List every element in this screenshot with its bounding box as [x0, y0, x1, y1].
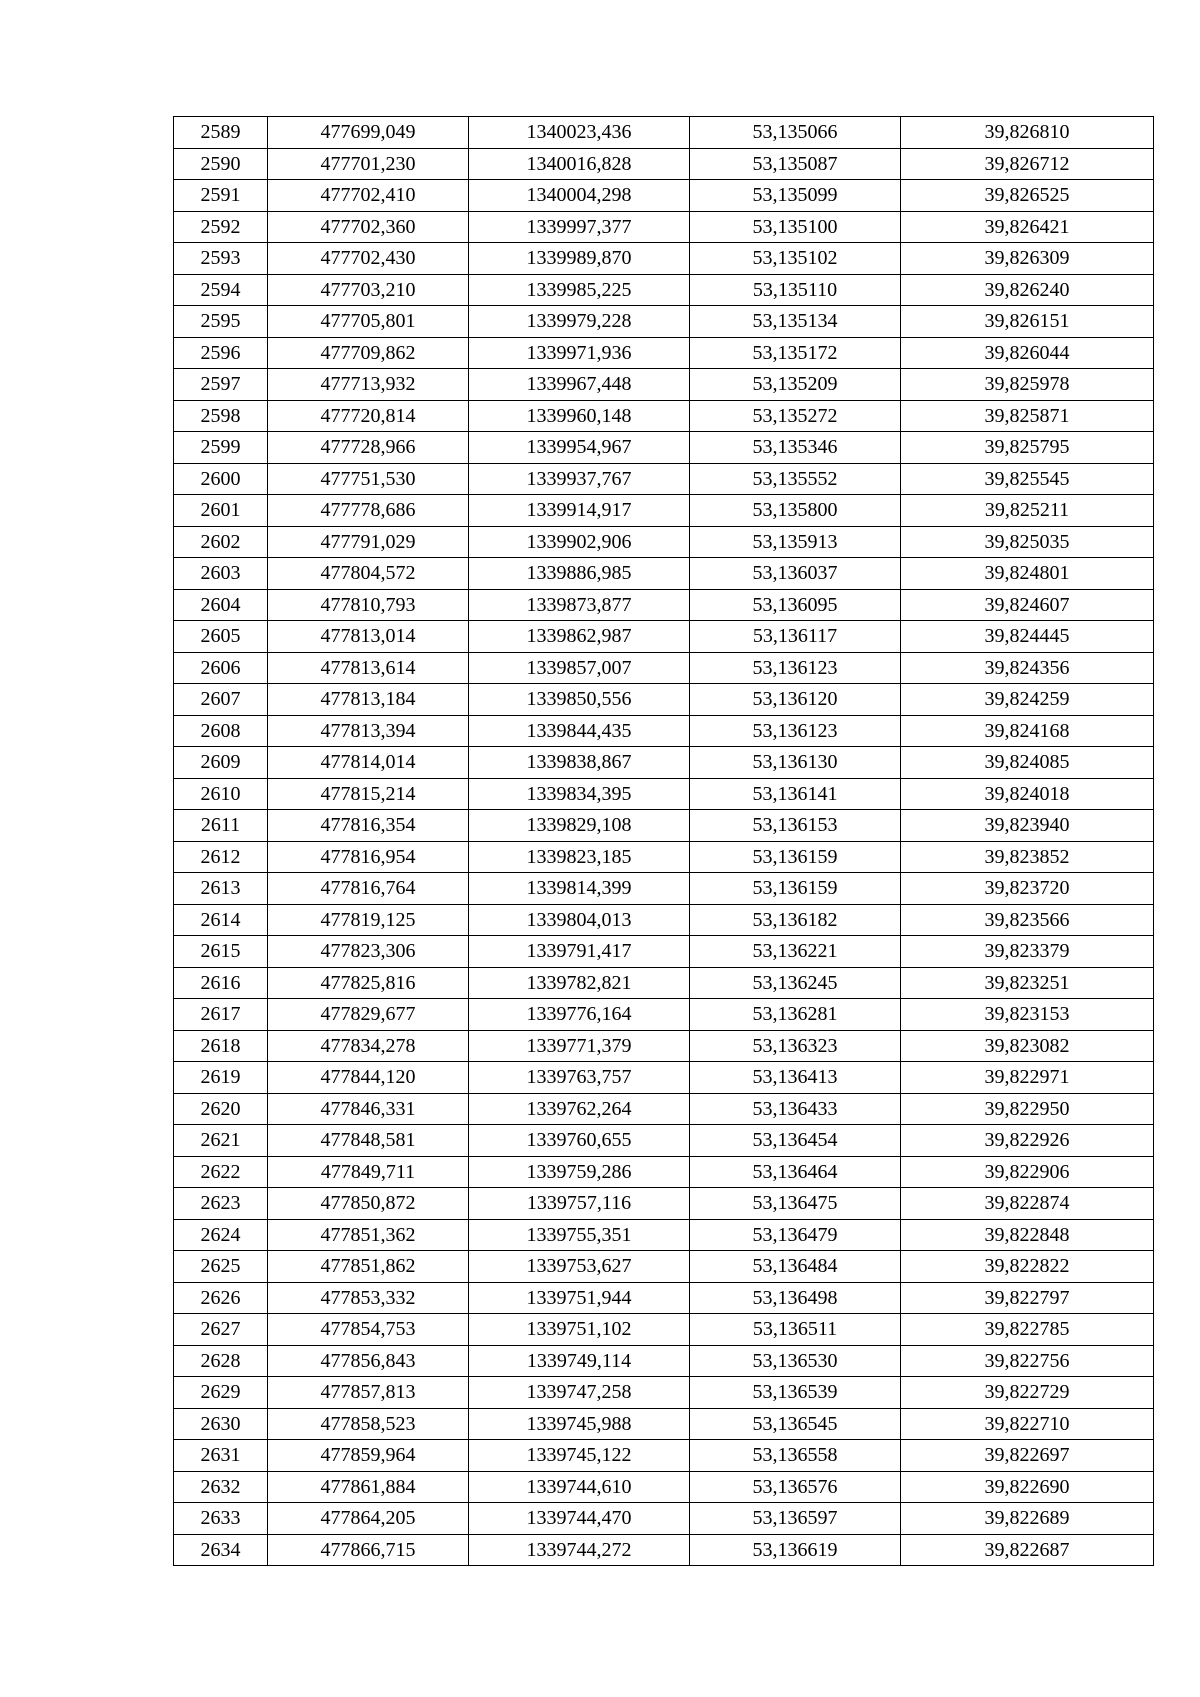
y-coordinate-cell: 1340023,436 — [469, 117, 690, 149]
latitude-cell: 53,135134 — [690, 306, 901, 338]
longitude-cell: 39,826712 — [901, 148, 1154, 180]
longitude-cell: 39,826810 — [901, 117, 1154, 149]
x-coordinate-cell: 477813,614 — [268, 652, 469, 684]
y-coordinate-cell: 1339989,870 — [469, 243, 690, 275]
latitude-cell: 53,135209 — [690, 369, 901, 401]
latitude-cell: 53,136464 — [690, 1156, 901, 1188]
y-coordinate-cell: 1339745,988 — [469, 1408, 690, 1440]
longitude-cell: 39,822697 — [901, 1440, 1154, 1472]
y-coordinate-cell: 1339960,148 — [469, 400, 690, 432]
point-number-cell: 2624 — [174, 1219, 268, 1251]
point-number-cell: 2609 — [174, 747, 268, 779]
table-row — [174, 526, 1154, 558]
x-coordinate-cell: 477709,862 — [268, 337, 469, 369]
longitude-cell: 39,822687 — [901, 1534, 1154, 1566]
y-coordinate-cell: 1339791,417 — [469, 936, 690, 968]
y-coordinate-cell: 1339954,967 — [469, 432, 690, 464]
longitude-cell: 39,823940 — [901, 810, 1154, 842]
table-row — [174, 1345, 1154, 1377]
x-coordinate-cell: 477703,210 — [268, 274, 469, 306]
coordinates-table-body — [174, 117, 1154, 1566]
longitude-cell: 39,822874 — [901, 1188, 1154, 1220]
longitude-cell: 39,824445 — [901, 621, 1154, 653]
longitude-cell: 39,825795 — [901, 432, 1154, 464]
x-coordinate-cell: 477791,029 — [268, 526, 469, 558]
latitude-cell: 53,136597 — [690, 1503, 901, 1535]
longitude-cell: 39,823566 — [901, 904, 1154, 936]
point-number-cell: 2592 — [174, 211, 268, 243]
y-coordinate-cell: 1339857,007 — [469, 652, 690, 684]
table-row — [174, 337, 1154, 369]
point-number-cell: 2621 — [174, 1125, 268, 1157]
table-row — [174, 1188, 1154, 1220]
y-coordinate-cell: 1339823,185 — [469, 841, 690, 873]
table-row — [174, 810, 1154, 842]
latitude-cell: 53,135066 — [690, 117, 901, 149]
table-row — [174, 558, 1154, 590]
table-row — [174, 1251, 1154, 1283]
point-number-cell: 2602 — [174, 526, 268, 558]
longitude-cell: 39,826421 — [901, 211, 1154, 243]
point-number-cell: 2615 — [174, 936, 268, 968]
table-row — [174, 652, 1154, 684]
longitude-cell: 39,824168 — [901, 715, 1154, 747]
longitude-cell: 39,825545 — [901, 463, 1154, 495]
x-coordinate-cell: 477778,686 — [268, 495, 469, 527]
x-coordinate-cell: 477819,125 — [268, 904, 469, 936]
latitude-cell: 53,135913 — [690, 526, 901, 558]
table-row — [174, 463, 1154, 495]
y-coordinate-cell: 1339985,225 — [469, 274, 690, 306]
y-coordinate-cell: 1339844,435 — [469, 715, 690, 747]
latitude-cell: 53,136433 — [690, 1093, 901, 1125]
longitude-cell: 39,823852 — [901, 841, 1154, 873]
x-coordinate-cell: 477720,814 — [268, 400, 469, 432]
longitude-cell: 39,823082 — [901, 1030, 1154, 1062]
longitude-cell: 39,824607 — [901, 589, 1154, 621]
point-number-cell: 2617 — [174, 999, 268, 1031]
table-row — [174, 778, 1154, 810]
table-row — [174, 400, 1154, 432]
point-number-cell: 2627 — [174, 1314, 268, 1346]
y-coordinate-cell: 1339838,867 — [469, 747, 690, 779]
y-coordinate-cell: 1339997,377 — [469, 211, 690, 243]
y-coordinate-cell: 1339979,228 — [469, 306, 690, 338]
longitude-cell: 39,824085 — [901, 747, 1154, 779]
latitude-cell: 53,136141 — [690, 778, 901, 810]
point-number-cell: 2604 — [174, 589, 268, 621]
y-coordinate-cell: 1339749,114 — [469, 1345, 690, 1377]
point-number-cell: 2628 — [174, 1345, 268, 1377]
table-row — [174, 684, 1154, 716]
latitude-cell: 53,135087 — [690, 148, 901, 180]
latitude-cell: 53,136182 — [690, 904, 901, 936]
x-coordinate-cell: 477850,872 — [268, 1188, 469, 1220]
table-row — [174, 967, 1154, 999]
x-coordinate-cell: 477814,014 — [268, 747, 469, 779]
y-coordinate-cell: 1339804,013 — [469, 904, 690, 936]
x-coordinate-cell: 477844,120 — [268, 1062, 469, 1094]
longitude-cell: 39,822690 — [901, 1471, 1154, 1503]
point-number-cell: 2622 — [174, 1156, 268, 1188]
latitude-cell: 53,136037 — [690, 558, 901, 590]
point-number-cell: 2603 — [174, 558, 268, 590]
y-coordinate-cell: 1339902,906 — [469, 526, 690, 558]
point-number-cell: 2633 — [174, 1503, 268, 1535]
longitude-cell: 39,825871 — [901, 400, 1154, 432]
longitude-cell: 39,822729 — [901, 1377, 1154, 1409]
longitude-cell: 39,826525 — [901, 180, 1154, 212]
x-coordinate-cell: 477702,360 — [268, 211, 469, 243]
latitude-cell: 53,136454 — [690, 1125, 901, 1157]
table-row — [174, 747, 1154, 779]
table-row — [174, 841, 1154, 873]
longitude-cell: 39,822689 — [901, 1503, 1154, 1535]
x-coordinate-cell: 477848,581 — [268, 1125, 469, 1157]
y-coordinate-cell: 1339747,258 — [469, 1377, 690, 1409]
point-number-cell: 2625 — [174, 1251, 268, 1283]
x-coordinate-cell: 477866,715 — [268, 1534, 469, 1566]
x-coordinate-cell: 477864,205 — [268, 1503, 469, 1535]
table-row — [174, 1471, 1154, 1503]
table-row — [174, 1314, 1154, 1346]
x-coordinate-cell: 477751,530 — [268, 463, 469, 495]
latitude-cell: 53,136159 — [690, 841, 901, 873]
latitude-cell: 53,136484 — [690, 1251, 901, 1283]
point-number-cell: 2593 — [174, 243, 268, 275]
x-coordinate-cell: 477829,677 — [268, 999, 469, 1031]
y-coordinate-cell: 1339762,264 — [469, 1093, 690, 1125]
point-number-cell: 2595 — [174, 306, 268, 338]
table-row — [174, 621, 1154, 653]
latitude-cell: 53,136281 — [690, 999, 901, 1031]
point-number-cell: 2616 — [174, 967, 268, 999]
x-coordinate-cell: 477702,430 — [268, 243, 469, 275]
table-row — [174, 148, 1154, 180]
y-coordinate-cell: 1339763,757 — [469, 1062, 690, 1094]
longitude-cell: 39,822822 — [901, 1251, 1154, 1283]
y-coordinate-cell: 1339759,286 — [469, 1156, 690, 1188]
longitude-cell: 39,823720 — [901, 873, 1154, 905]
y-coordinate-cell: 1340004,298 — [469, 180, 690, 212]
x-coordinate-cell: 477701,230 — [268, 148, 469, 180]
longitude-cell: 39,825978 — [901, 369, 1154, 401]
point-number-cell: 2605 — [174, 621, 268, 653]
point-number-cell: 2606 — [174, 652, 268, 684]
x-coordinate-cell: 477851,862 — [268, 1251, 469, 1283]
x-coordinate-cell: 477816,764 — [268, 873, 469, 905]
point-number-cell: 2613 — [174, 873, 268, 905]
latitude-cell: 53,135272 — [690, 400, 901, 432]
point-number-cell: 2607 — [174, 684, 268, 716]
longitude-cell: 39,826044 — [901, 337, 1154, 369]
point-number-cell: 2631 — [174, 1440, 268, 1472]
latitude-cell: 53,136619 — [690, 1534, 901, 1566]
longitude-cell: 39,822950 — [901, 1093, 1154, 1125]
point-number-cell: 2594 — [174, 274, 268, 306]
table-row — [174, 873, 1154, 905]
latitude-cell: 53,135172 — [690, 337, 901, 369]
table-row — [174, 936, 1154, 968]
table-row — [174, 1534, 1154, 1566]
x-coordinate-cell: 477705,801 — [268, 306, 469, 338]
longitude-cell: 39,822926 — [901, 1125, 1154, 1157]
y-coordinate-cell: 1339937,767 — [469, 463, 690, 495]
y-coordinate-cell: 1339751,944 — [469, 1282, 690, 1314]
latitude-cell: 53,136479 — [690, 1219, 901, 1251]
x-coordinate-cell: 477713,932 — [268, 369, 469, 401]
x-coordinate-cell: 477858,523 — [268, 1408, 469, 1440]
table-row — [174, 306, 1154, 338]
y-coordinate-cell: 1339834,395 — [469, 778, 690, 810]
longitude-cell: 39,822785 — [901, 1314, 1154, 1346]
y-coordinate-cell: 1339753,627 — [469, 1251, 690, 1283]
y-coordinate-cell: 1339760,655 — [469, 1125, 690, 1157]
y-coordinate-cell: 1339771,379 — [469, 1030, 690, 1062]
y-coordinate-cell: 1339757,116 — [469, 1188, 690, 1220]
point-number-cell: 2591 — [174, 180, 268, 212]
latitude-cell: 53,136539 — [690, 1377, 901, 1409]
latitude-cell: 53,136123 — [690, 652, 901, 684]
point-number-cell: 2634 — [174, 1534, 268, 1566]
x-coordinate-cell: 477859,964 — [268, 1440, 469, 1472]
latitude-cell: 53,135800 — [690, 495, 901, 527]
y-coordinate-cell: 1340016,828 — [469, 148, 690, 180]
latitude-cell: 53,135110 — [690, 274, 901, 306]
table-row — [174, 274, 1154, 306]
y-coordinate-cell: 1339967,448 — [469, 369, 690, 401]
longitude-cell: 39,824356 — [901, 652, 1154, 684]
x-coordinate-cell: 477810,793 — [268, 589, 469, 621]
longitude-cell: 39,824801 — [901, 558, 1154, 590]
point-number-cell: 2632 — [174, 1471, 268, 1503]
x-coordinate-cell: 477815,214 — [268, 778, 469, 810]
y-coordinate-cell: 1339814,399 — [469, 873, 690, 905]
point-number-cell: 2620 — [174, 1093, 268, 1125]
table-row — [174, 180, 1154, 212]
latitude-cell: 53,136413 — [690, 1062, 901, 1094]
latitude-cell: 53,136530 — [690, 1345, 901, 1377]
latitude-cell: 53,136475 — [690, 1188, 901, 1220]
table-row — [174, 1282, 1154, 1314]
latitude-cell: 53,136221 — [690, 936, 901, 968]
x-coordinate-cell: 477804,572 — [268, 558, 469, 590]
latitude-cell: 53,136245 — [690, 967, 901, 999]
x-coordinate-cell: 477851,362 — [268, 1219, 469, 1251]
latitude-cell: 53,136130 — [690, 747, 901, 779]
table-row — [174, 495, 1154, 527]
table-row — [174, 1219, 1154, 1251]
latitude-cell: 53,136511 — [690, 1314, 901, 1346]
longitude-cell: 39,822971 — [901, 1062, 1154, 1094]
table-row — [174, 1062, 1154, 1094]
longitude-cell: 39,822797 — [901, 1282, 1154, 1314]
point-number-cell: 2596 — [174, 337, 268, 369]
y-coordinate-cell: 1339776,164 — [469, 999, 690, 1031]
longitude-cell: 39,825035 — [901, 526, 1154, 558]
table-row — [174, 117, 1154, 149]
y-coordinate-cell: 1339755,351 — [469, 1219, 690, 1251]
x-coordinate-cell: 477699,049 — [268, 117, 469, 149]
y-coordinate-cell: 1339751,102 — [469, 1314, 690, 1346]
y-coordinate-cell: 1339782,821 — [469, 967, 690, 999]
latitude-cell: 53,135552 — [690, 463, 901, 495]
longitude-cell: 39,824018 — [901, 778, 1154, 810]
longitude-cell: 39,823379 — [901, 936, 1154, 968]
x-coordinate-cell: 477813,184 — [268, 684, 469, 716]
point-number-cell: 2630 — [174, 1408, 268, 1440]
latitude-cell: 53,136159 — [690, 873, 901, 905]
latitude-cell: 53,136153 — [690, 810, 901, 842]
table-row — [174, 589, 1154, 621]
longitude-cell: 39,825211 — [901, 495, 1154, 527]
latitude-cell: 53,136117 — [690, 621, 901, 653]
table-row — [174, 243, 1154, 275]
latitude-cell: 53,136545 — [690, 1408, 901, 1440]
longitude-cell: 39,822848 — [901, 1219, 1154, 1251]
longitude-cell: 39,826240 — [901, 274, 1154, 306]
point-number-cell: 2618 — [174, 1030, 268, 1062]
x-coordinate-cell: 477823,306 — [268, 936, 469, 968]
y-coordinate-cell: 1339744,610 — [469, 1471, 690, 1503]
point-number-cell: 2601 — [174, 495, 268, 527]
latitude-cell: 53,135099 — [690, 180, 901, 212]
longitude-cell: 39,822756 — [901, 1345, 1154, 1377]
y-coordinate-cell: 1339744,470 — [469, 1503, 690, 1535]
y-coordinate-cell: 1339862,987 — [469, 621, 690, 653]
latitude-cell: 53,136558 — [690, 1440, 901, 1472]
latitude-cell: 53,136576 — [690, 1471, 901, 1503]
x-coordinate-cell: 477813,014 — [268, 621, 469, 653]
x-coordinate-cell: 477846,331 — [268, 1093, 469, 1125]
longitude-cell: 39,826309 — [901, 243, 1154, 275]
x-coordinate-cell: 477861,884 — [268, 1471, 469, 1503]
latitude-cell: 53,135102 — [690, 243, 901, 275]
x-coordinate-cell: 477816,954 — [268, 841, 469, 873]
latitude-cell: 53,136323 — [690, 1030, 901, 1062]
point-number-cell: 2590 — [174, 148, 268, 180]
longitude-cell: 39,824259 — [901, 684, 1154, 716]
point-number-cell: 2589 — [174, 117, 268, 149]
table-row — [174, 211, 1154, 243]
point-number-cell: 2611 — [174, 810, 268, 842]
y-coordinate-cell: 1339971,936 — [469, 337, 690, 369]
longitude-cell: 39,823251 — [901, 967, 1154, 999]
x-coordinate-cell: 477857,813 — [268, 1377, 469, 1409]
point-number-cell: 2598 — [174, 400, 268, 432]
point-number-cell: 2599 — [174, 432, 268, 464]
x-coordinate-cell: 477856,843 — [268, 1345, 469, 1377]
point-number-cell: 2608 — [174, 715, 268, 747]
x-coordinate-cell: 477825,816 — [268, 967, 469, 999]
latitude-cell: 53,136123 — [690, 715, 901, 747]
latitude-cell: 53,136120 — [690, 684, 901, 716]
y-coordinate-cell: 1339873,877 — [469, 589, 690, 621]
y-coordinate-cell: 1339850,556 — [469, 684, 690, 716]
table-row — [174, 1156, 1154, 1188]
table-row — [174, 369, 1154, 401]
point-number-cell: 2619 — [174, 1062, 268, 1094]
point-number-cell: 2623 — [174, 1188, 268, 1220]
x-coordinate-cell: 477728,966 — [268, 432, 469, 464]
latitude-cell: 53,135346 — [690, 432, 901, 464]
table-row — [174, 904, 1154, 936]
latitude-cell: 53,135100 — [690, 211, 901, 243]
x-coordinate-cell: 477834,278 — [268, 1030, 469, 1062]
table-row — [174, 1093, 1154, 1125]
x-coordinate-cell: 477816,354 — [268, 810, 469, 842]
point-number-cell: 2629 — [174, 1377, 268, 1409]
point-number-cell: 2597 — [174, 369, 268, 401]
table-row — [174, 1377, 1154, 1409]
x-coordinate-cell: 477849,711 — [268, 1156, 469, 1188]
y-coordinate-cell: 1339744,272 — [469, 1534, 690, 1566]
y-coordinate-cell: 1339745,122 — [469, 1440, 690, 1472]
longitude-cell: 39,823153 — [901, 999, 1154, 1031]
table-row — [174, 432, 1154, 464]
longitude-cell: 39,826151 — [901, 306, 1154, 338]
point-number-cell: 2600 — [174, 463, 268, 495]
point-number-cell: 2614 — [174, 904, 268, 936]
point-number-cell: 2610 — [174, 778, 268, 810]
y-coordinate-cell: 1339829,108 — [469, 810, 690, 842]
latitude-cell: 53,136095 — [690, 589, 901, 621]
x-coordinate-cell: 477813,394 — [268, 715, 469, 747]
table-row — [174, 1125, 1154, 1157]
x-coordinate-cell: 477702,410 — [268, 180, 469, 212]
latitude-cell: 53,136498 — [690, 1282, 901, 1314]
point-number-cell: 2612 — [174, 841, 268, 873]
point-number-cell: 2626 — [174, 1282, 268, 1314]
table-row — [174, 999, 1154, 1031]
y-coordinate-cell: 1339914,917 — [469, 495, 690, 527]
table-row — [174, 1440, 1154, 1472]
table-row — [174, 1408, 1154, 1440]
y-coordinate-cell: 1339886,985 — [469, 558, 690, 590]
table-row — [174, 715, 1154, 747]
table-row — [174, 1503, 1154, 1535]
longitude-cell: 39,822710 — [901, 1408, 1154, 1440]
table-row — [174, 1030, 1154, 1062]
coordinates-table — [173, 116, 1154, 1566]
longitude-cell: 39,822906 — [901, 1156, 1154, 1188]
x-coordinate-cell: 477854,753 — [268, 1314, 469, 1346]
x-coordinate-cell: 477853,332 — [268, 1282, 469, 1314]
